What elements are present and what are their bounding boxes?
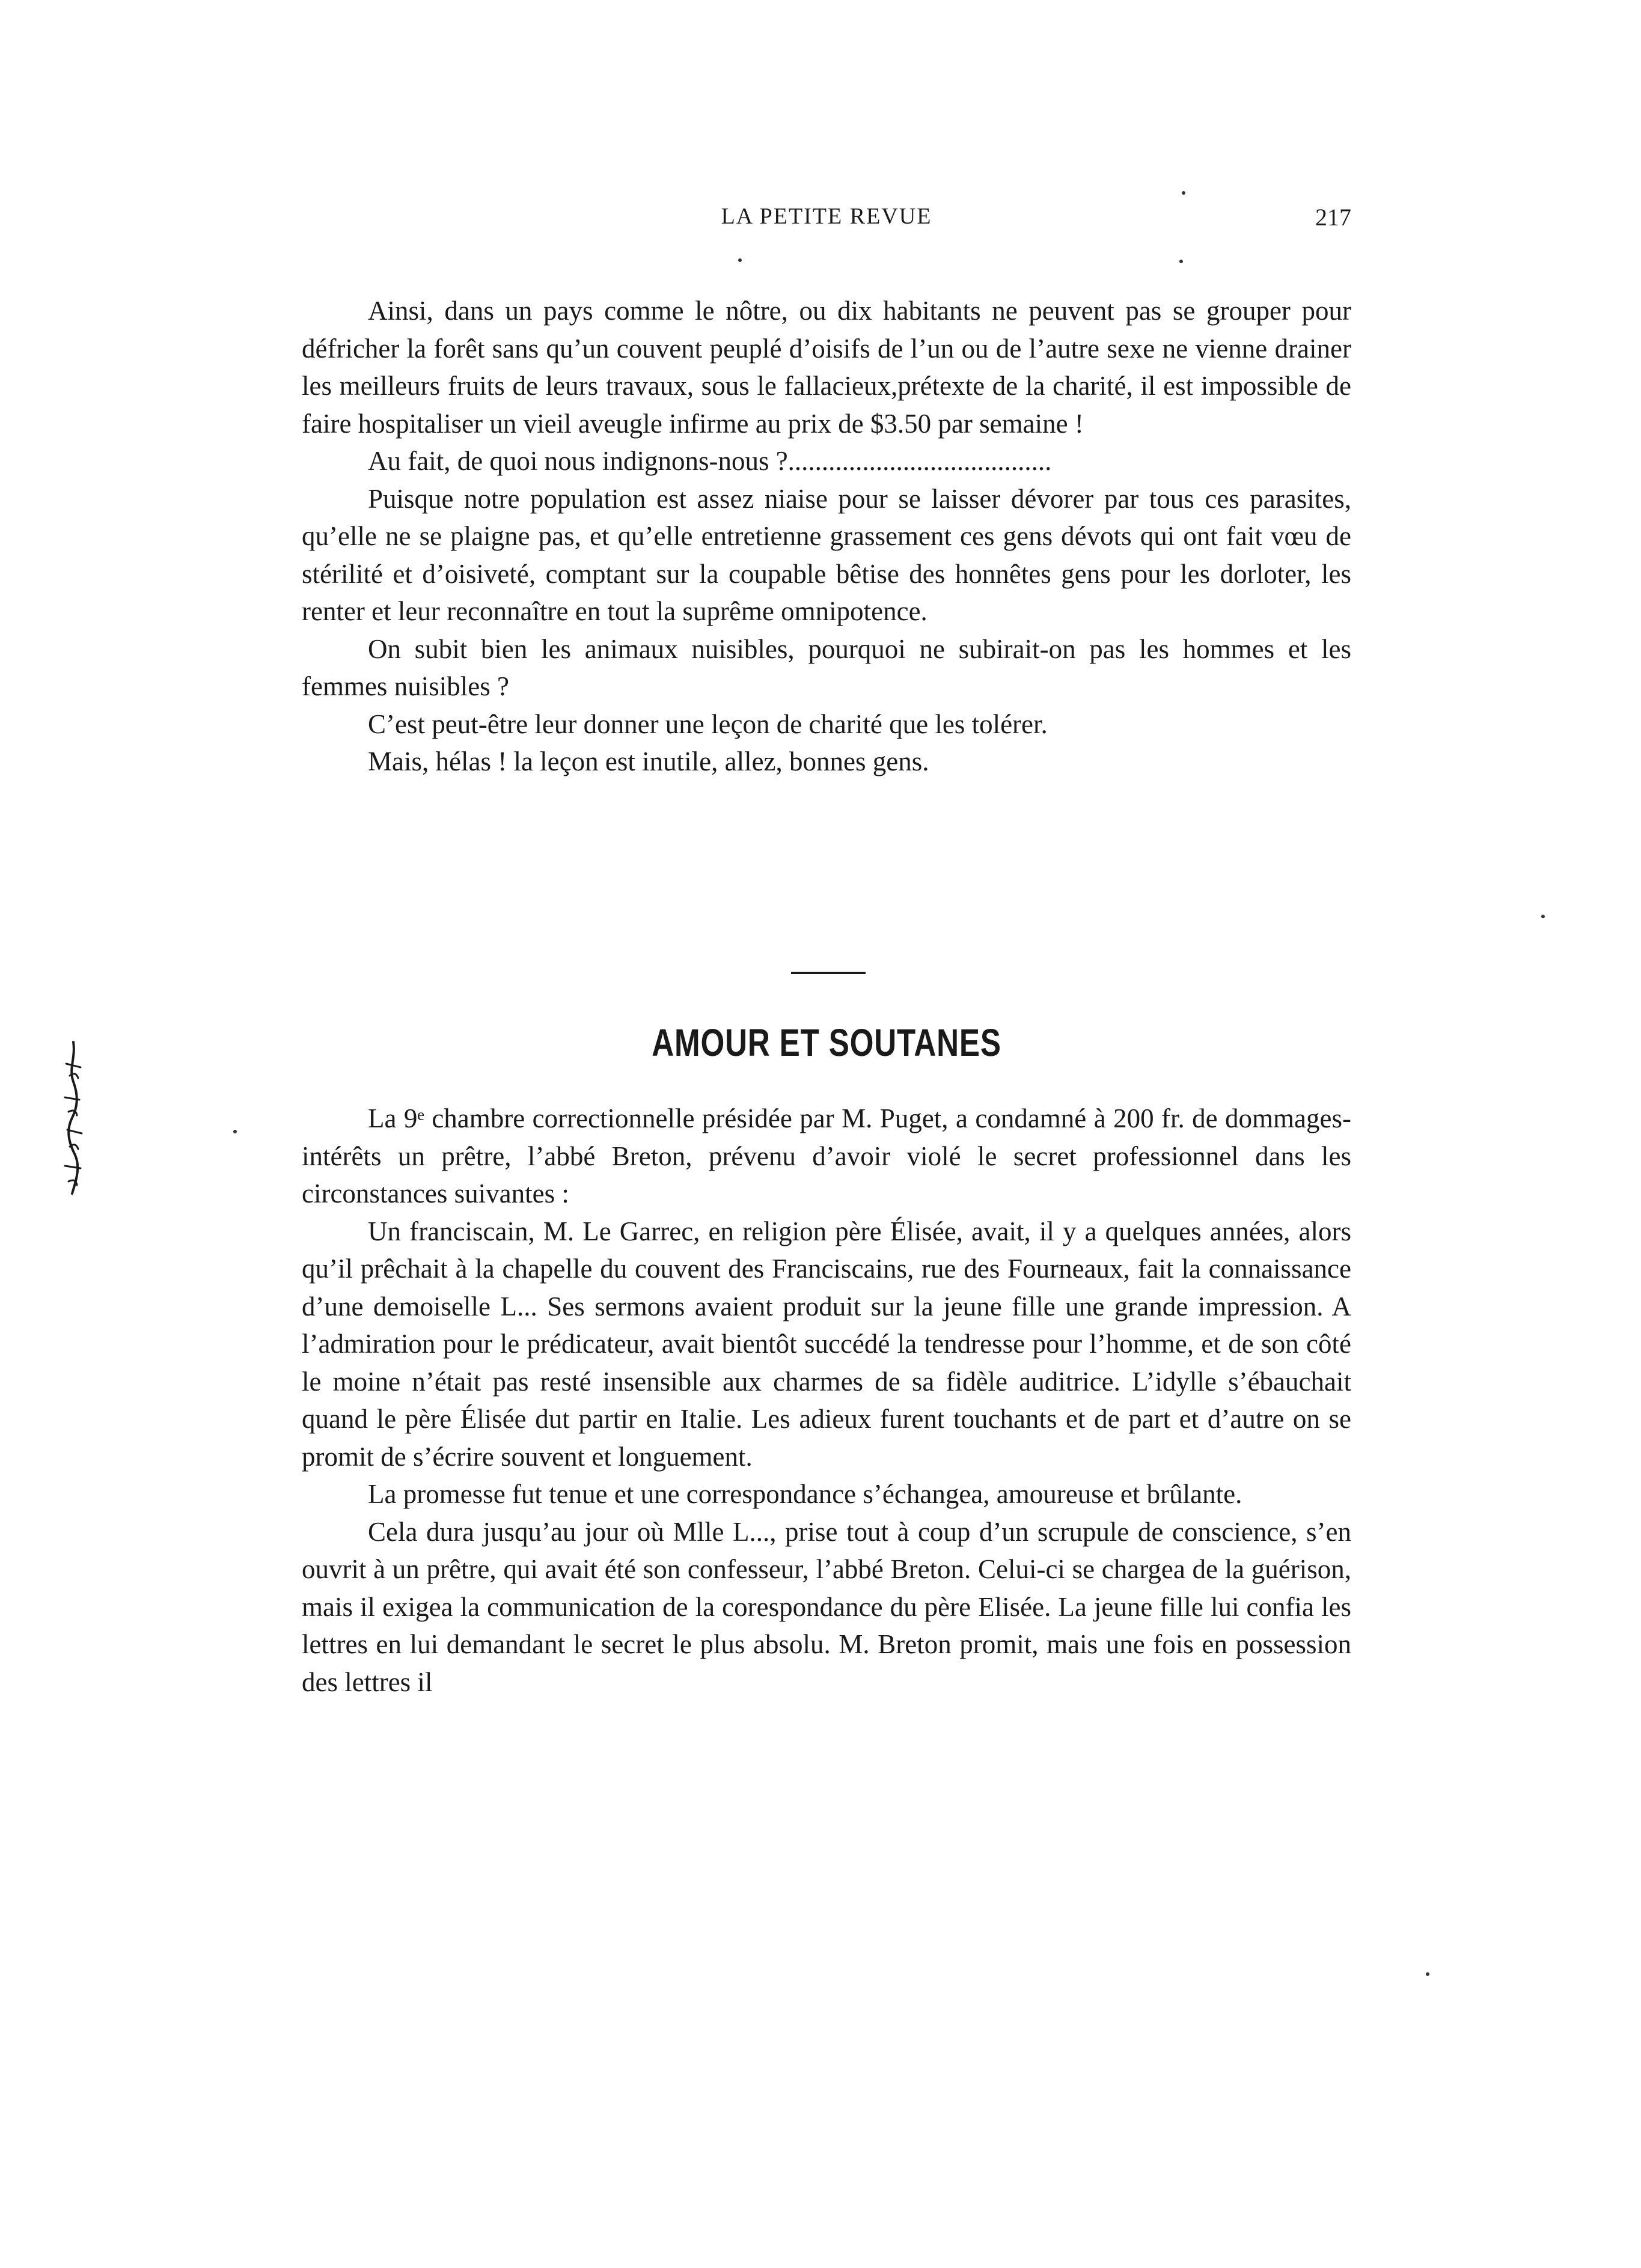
section-separator: [791, 972, 866, 974]
paragraph: On subit bien les animaux nuisibles, pourquoi ne subirait-on pas les hommes et les femmes nuisibles ?: [302, 633, 1351, 701]
article-body: [302, 1100, 1351, 1701]
paragraph: C’est peut-être leur donner une leçon de charité que les tolérer.: [368, 709, 1048, 739]
paragraph: Mais, hélas ! la leçon est inutile, allez, bonnes gens.: [368, 746, 929, 776]
paragraph: La promesse fut tenue et une correspondance s’échangea, amoureuse et brûlante.: [368, 1479, 1242, 1509]
print-speck: [1179, 260, 1183, 263]
paragraph: La 9ᵉ chambre correctionnelle présidée par M. Puget, a condamné à 200 fr. de dommages-intérêts un prêtre, l’abbé Breton, prévenu d’avoir violé le secret professionnel dans les circonstances suivantes :: [302, 1103, 1351, 1209]
print-speck: [1182, 191, 1185, 195]
paragraph: Cela dura jusqu’au jour où Mlle L..., prise tout à coup d’un scrupule de conscience, s’en ouvrit à un prêtre, qui avait été son confesseur, l’abbé Breton. Celui-ci se chargea de la guérison, mais il exigea la communication de la corespondance du père Elisée. La jeune fille lui confia les lettres en lui demandant le secret le plus absolu. M. Breton promit, mais une fois en possession des lettres il: [302, 1516, 1351, 1697]
print-speck: [1541, 915, 1545, 918]
paragraph: Puisque notre population est assez niaise pour se laisser dévorer par tous ces parasites, qu’elle ne se plaigne pas, et qu’elle entretienne grassement ces gens dévots qui ont fait vœu de stérilité et d’oisiveté, comptant sur la coupable bêtise des honnêtes gens pour les dorloter, les renter et leur reconnaître en tout la suprême omnipotence.: [302, 483, 1351, 626]
page-number: 217: [1315, 204, 1351, 231]
running-head: [302, 203, 1351, 239]
paragraph: Ainsi, dans un pays comme le nôtre, ou dix habitants ne peuvent pas se grouper pour défricher la forêt sans qu’un couvent peuplé d’oisifs de l’un ou de l’autre sexe ne vienne drainer les meilleurs fruits de leurs travaux, sous le fallacieux,prétexte de la charité, il est impossible de faire hospitaliser un vieil aveugle infirme au prix de $3.50 par semaine !: [302, 296, 1351, 439]
paragraph: Un franciscain, M. Le Garrec, en religion père Élisée, avait, il y a quelques années, alors qu’il prêchait à la chapelle du couvent des Franciscains, rue des Fourneaux, fait la connaissance d’une demoiselle L... Ses sermons avaient produit sur la jeune fille une grande impression. A l’admiration pour le prédicateur, avait bientôt succédé la tendresse pour l’homme, et de son côté le moine n’était pas resté insensible aux charmes de sa fidèle auditrice. L’idylle s’ébauchait quand le père Élisée dut partir en Italie. Les adieux furent touchants et de part et d’autre on se promit de s’écrire souvent et longuement.: [302, 1216, 1351, 1472]
print-speck: [1426, 1972, 1429, 1976]
print-speck: [233, 1130, 237, 1133]
paragraph: Au fait, de quoi nous indignons-nous ?.......................................: [368, 446, 1052, 476]
print-speck: [738, 258, 742, 262]
margin-signature: [55, 1040, 91, 1196]
running-title: LA PETITE REVUE: [721, 204, 932, 229]
top-text-section: [302, 292, 1351, 781]
article-heading: AMOUR ET SOUTANES: [652, 1021, 1001, 1064]
